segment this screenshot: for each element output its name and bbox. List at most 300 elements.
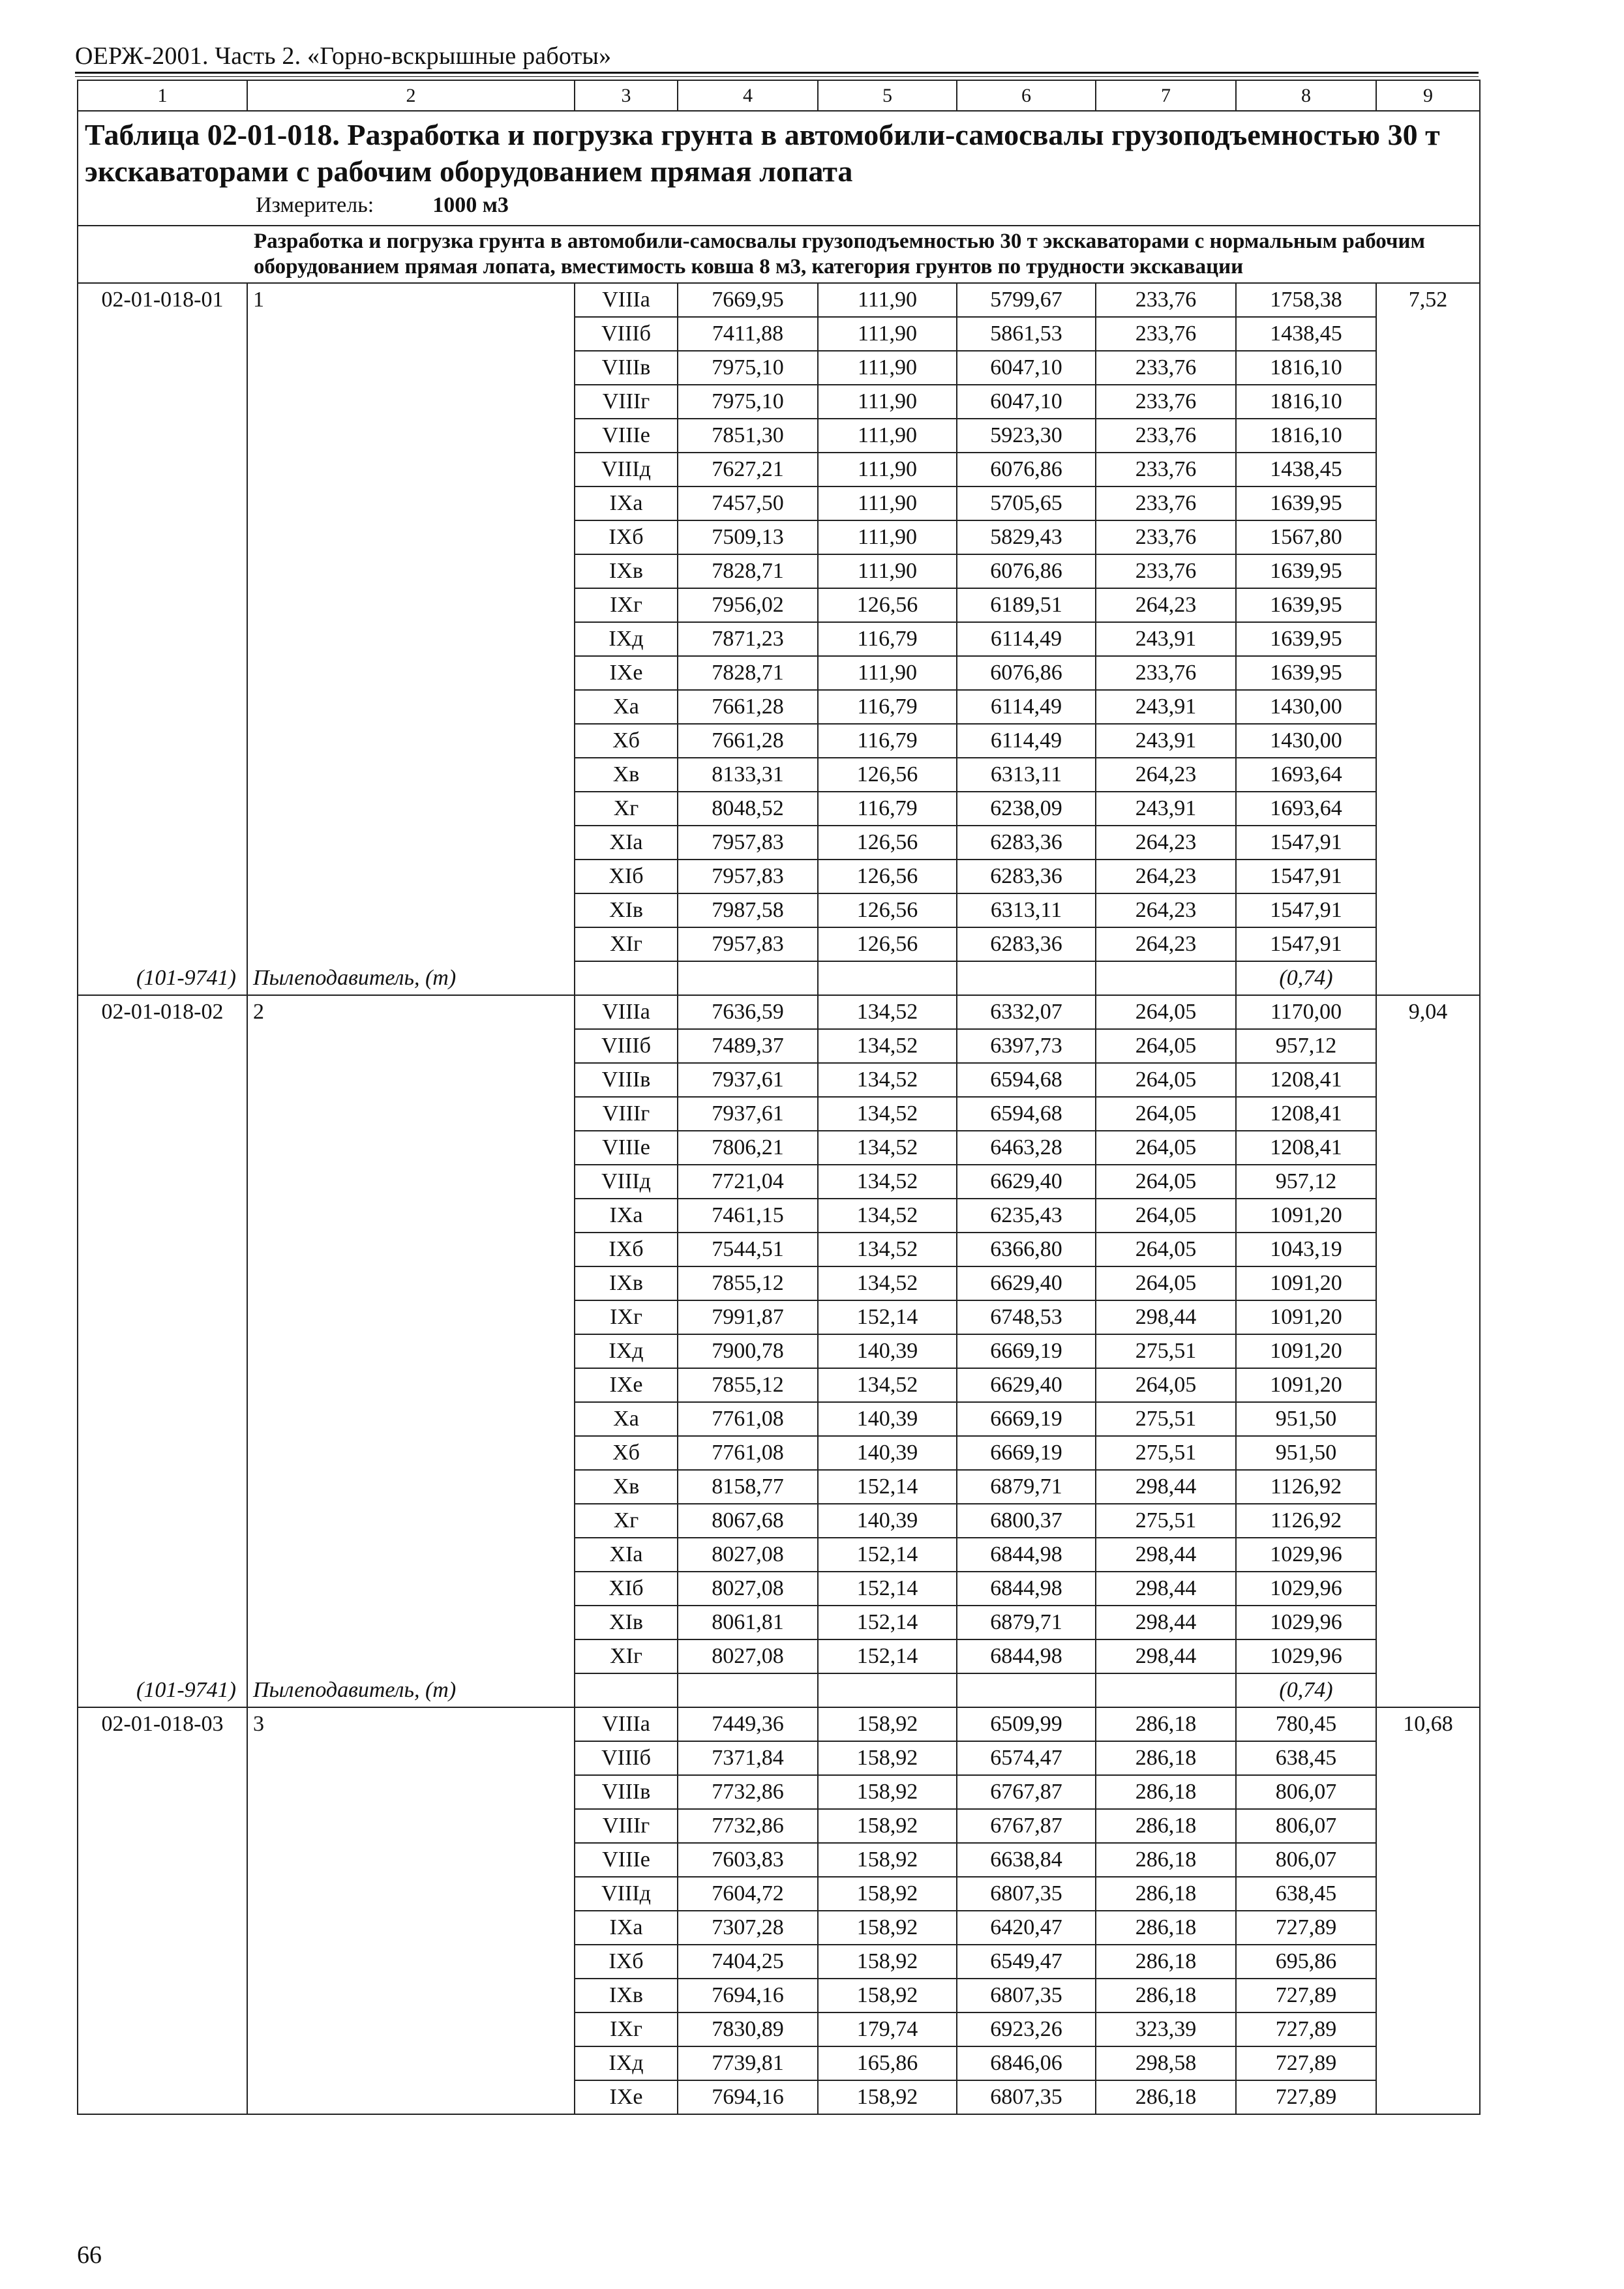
value-cell: 264,05 [1096,1131,1236,1165]
page-number: 66 [77,2241,102,2269]
value-cell: 1043,19 [1236,1233,1376,1266]
value-cell: 8158,77 [678,1470,818,1504]
value-cell: 1639,95 [1236,622,1376,656]
value-cell: 1208,41 [1236,1063,1376,1097]
value-cell: 134,52 [818,1063,957,1097]
col-number: 5 [818,80,957,111]
value-cell: 264,05 [1096,1199,1236,1233]
soil-category: XIг [575,927,678,961]
soil-category: VIIIа [575,283,678,317]
rate-number: 1 [253,288,264,312]
soil-category: XIв [575,893,678,927]
value-cell: 286,18 [1096,1979,1236,2012]
value-cell: 264,23 [1096,860,1236,893]
value-cell: 264,05 [1096,1029,1236,1063]
value-cell: 126,56 [818,893,957,927]
material-category-cell [575,961,678,995]
value-cell: 152,14 [818,1470,957,1504]
value-cell: 6366,80 [957,1233,1096,1266]
table-title-cell [78,111,1480,226]
value-cell: 6846,06 [957,2046,1096,2080]
soil-category: Xв [575,1470,678,1504]
value-cell: 111,90 [818,283,957,317]
soil-category: IXд [575,2046,678,2080]
value-cell: 6767,87 [957,1775,1096,1809]
value-cell: 7669,95 [678,283,818,317]
value-cell: 806,07 [1236,1809,1376,1843]
value-cell: 1567,80 [1236,520,1376,554]
value-cell: 7544,51 [678,1233,818,1266]
soil-category: VIIIа [575,1707,678,1741]
value-cell: 126,56 [818,927,957,961]
value-cell: 286,18 [1096,1843,1236,1877]
value-cell: 7828,71 [678,656,818,690]
value-cell: 6238,09 [957,792,1096,826]
material-code: (101-9741) [136,1678,236,1702]
material-value: (0,74) [1236,961,1376,995]
value-cell: 179,74 [818,2012,957,2046]
col-number: 7 [1096,80,1236,111]
value-cell: 233,76 [1096,351,1236,385]
value-cell: 286,18 [1096,1809,1236,1843]
value-cell: 6669,19 [957,1334,1096,1368]
soil-category: VIIIб [575,317,678,351]
value-cell: 233,76 [1096,554,1236,588]
value-cell: 264,05 [1096,1165,1236,1199]
value-cell: 8027,08 [678,1572,818,1606]
value-cell: 111,90 [818,419,957,453]
rate-number [247,995,575,1707]
value-cell: 140,39 [818,1402,957,1436]
value-cell: 1639,95 [1236,656,1376,690]
value-cell: 243,91 [1096,622,1236,656]
value-cell: 951,50 [1236,1402,1376,1436]
value-cell: 264,23 [1096,758,1236,792]
subheading-row [78,226,1480,283]
value-cell: 126,56 [818,758,957,792]
column-number-row [78,80,1480,111]
value-cell: 298,58 [1096,2046,1236,2080]
value-cell: 6114,49 [957,724,1096,758]
value-cell: 5829,43 [957,520,1096,554]
value-cell: 1091,20 [1236,1334,1376,1368]
value-cell: 7371,84 [678,1741,818,1775]
col-number: 8 [1236,80,1376,111]
rate-code: 02-01-018-03 [78,1707,247,2114]
value-cell: 7694,16 [678,2080,818,2114]
value-cell: 5861,53 [957,317,1096,351]
value-cell: 233,76 [1096,486,1236,520]
value-cell: 7732,86 [678,1809,818,1843]
value-cell: 7987,58 [678,893,818,927]
soil-category: IXе [575,2080,678,2114]
value-cell: 158,92 [818,1741,957,1775]
material-empty [818,961,957,995]
value-cell: 7937,61 [678,1063,818,1097]
value-cell: 1816,10 [1236,419,1376,453]
value-cell: 298,44 [1096,1606,1236,1639]
value-cell: 134,52 [818,1029,957,1063]
value-cell: 134,52 [818,1165,957,1199]
value-cell: 7489,37 [678,1029,818,1063]
rate-code: 02-01-018-01 [101,288,224,312]
value-cell: 6189,51 [957,588,1096,622]
value-cell: 8027,08 [678,1538,818,1572]
value-cell: 6463,28 [957,1131,1096,1165]
value-cell: 1091,20 [1236,1368,1376,1402]
value-cell: 6549,47 [957,1945,1096,1979]
soil-category: VIIIд [575,453,678,486]
value-cell: 158,92 [818,1877,957,1911]
value-cell: 6629,40 [957,1266,1096,1300]
value-cell: 7975,10 [678,351,818,385]
value-cell: 275,51 [1096,1334,1236,1368]
value-cell: 7957,83 [678,927,818,961]
value-cell: 6844,98 [957,1639,1096,1673]
table-title: Таблица 02-01-018. Разработка и погрузка грунта в автомобили-самосвалы грузоподъемностью 30 т экскаваторами с рабочим оборудованием прямая лопата [85,118,1440,188]
value-cell: 286,18 [1096,1945,1236,1979]
value-cell: 233,76 [1096,520,1236,554]
value-cell: 7721,04 [678,1165,818,1199]
value-cell: 1639,95 [1236,486,1376,520]
value-cell: 111,90 [818,554,957,588]
value-cell: 6313,11 [957,893,1096,927]
value-cell: 233,76 [1096,453,1236,486]
value-cell: 140,39 [818,1334,957,1368]
material-empty [678,961,818,995]
value-cell: 6748,53 [957,1300,1096,1334]
value-cell: 323,39 [1096,2012,1236,2046]
value-cell: 264,23 [1096,826,1236,860]
value-cell: 111,90 [818,317,957,351]
value-cell: 111,90 [818,486,957,520]
value-cell: 158,92 [818,1911,957,1945]
value-cell: 111,90 [818,656,957,690]
table-row [78,1707,1480,1741]
value-cell: 8027,08 [678,1639,818,1673]
value-cell: 111,90 [818,453,957,486]
value-cell: 264,05 [1096,1233,1236,1266]
value-cell: 7636,59 [678,995,818,1029]
value-cell: 286,18 [1096,1877,1236,1911]
material-name: Пылеподавитель, (т) [253,1678,457,1702]
value-cell: 6076,86 [957,554,1096,588]
value-cell: 111,90 [818,351,957,385]
soil-category: VIIIа [575,995,678,1029]
value-cell: 264,05 [1096,1063,1236,1097]
col-number: 3 [575,80,678,111]
soil-category: VIIIе [575,419,678,453]
soil-category: VIIIг [575,385,678,419]
value-cell: 8048,52 [678,792,818,826]
value-cell: 243,91 [1096,792,1236,826]
value-cell: 6669,19 [957,1402,1096,1436]
value-cell: 6313,11 [957,758,1096,792]
material-empty [1096,1673,1236,1707]
value-cell: 264,05 [1096,995,1236,1029]
value-cell: 158,92 [818,2080,957,2114]
soil-category: XIв [575,1606,678,1639]
rate-number: 3 [247,1707,575,2114]
value-cell: 275,51 [1096,1436,1236,1470]
soil-category: Xа [575,1402,678,1436]
header-rule [75,72,1479,74]
material-empty [957,1673,1096,1707]
value-cell: 233,76 [1096,656,1236,690]
value-cell: 140,39 [818,1436,957,1470]
value-cell: 264,05 [1096,1266,1236,1300]
value-cell: 5923,30 [957,419,1096,453]
value-cell: 7855,12 [678,1368,818,1402]
soil-category: VIIIе [575,1131,678,1165]
value-cell: 134,52 [818,1266,957,1300]
rates-table [77,80,1481,2115]
value-cell: 298,44 [1096,1538,1236,1572]
value-cell: 7509,13 [678,520,818,554]
soil-category: VIIIв [575,1063,678,1097]
value-cell: 116,79 [818,622,957,656]
value-cell: 152,14 [818,1639,957,1673]
value-cell: 286,18 [1096,1911,1236,1945]
material-empty [1096,961,1236,995]
col-number: 2 [247,80,575,111]
value-cell: 6332,07 [957,995,1096,1029]
value-cell: 7806,21 [678,1131,818,1165]
value-cell: 140,39 [818,1504,957,1538]
value-cell: 126,56 [818,860,957,893]
value-cell: 286,18 [1096,2080,1236,2114]
value-cell: 7851,30 [678,419,818,453]
value-cell: 1170,00 [1236,995,1376,1029]
value-cell: 7761,08 [678,1436,818,1470]
measure-line [85,190,1473,221]
soil-category: IXб [575,1945,678,1979]
value-cell: 6283,36 [957,927,1096,961]
value-cell: 243,91 [1096,724,1236,758]
value-cell: 158,92 [818,1979,957,2012]
value-cell: 233,76 [1096,419,1236,453]
value-cell: 275,51 [1096,1504,1236,1538]
value-cell: 8067,68 [678,1504,818,1538]
value-cell: 134,52 [818,1097,957,1131]
material-name: Пылеподавитель, (т) [253,966,457,990]
soil-category: VIIIе [575,1843,678,1877]
soil-category: Xг [575,1504,678,1538]
soil-category: VIIIв [575,1775,678,1809]
value-cell: 6807,35 [957,2080,1096,2114]
value-cell: 638,45 [1236,1741,1376,1775]
value-cell: 298,44 [1096,1300,1236,1334]
value-cell: 152,14 [818,1606,957,1639]
value-cell: 7900,78 [678,1334,818,1368]
value-cell: 638,45 [1236,1877,1376,1911]
value-cell: 243,91 [1096,690,1236,724]
value-cell: 1091,20 [1236,1300,1376,1334]
soil-category: Xб [575,724,678,758]
value-cell: 6047,10 [957,351,1096,385]
value-cell: 7956,02 [678,588,818,622]
value-cell: 6594,68 [957,1063,1096,1097]
value-cell: 6420,47 [957,1911,1096,1945]
value-cell: 1430,00 [1236,690,1376,724]
value-cell: 7828,71 [678,554,818,588]
value-cell: 152,14 [818,1300,957,1334]
value-cell: 158,92 [818,1707,957,1741]
value-cell: 7404,25 [678,1945,818,1979]
value-cell: 264,23 [1096,588,1236,622]
value-cell: 134,52 [818,1199,957,1233]
value-cell: 1547,91 [1236,860,1376,893]
value-cell: 1758,38 [1236,283,1376,317]
value-cell: 951,50 [1236,1436,1376,1470]
soil-category: Xб [575,1436,678,1470]
value-cell: 6923,26 [957,2012,1096,2046]
value-cell: 727,89 [1236,2046,1376,2080]
value-cell: 8061,81 [678,1606,818,1639]
soil-category: IXб [575,520,678,554]
value-cell: 7604,72 [678,1877,818,1911]
value-cell: 1693,64 [1236,792,1376,826]
subheading: Разработка и погрузка грунта в автомобили-самосвалы грузоподъемностью 30 т экскаваторами с нормальным рабочим оборудованием прямая лопата, вместимость ковша 8 м3, категория грунтов по трудности экскавации [247,226,1480,283]
soil-category: VIIIг [575,1809,678,1843]
value-cell: 116,79 [818,690,957,724]
header-rule-thin [75,76,1479,77]
table-row [78,283,1480,317]
labor-value: 7,52 [1376,283,1480,995]
value-cell: 7739,81 [678,2046,818,2080]
soil-category: VIIIв [575,351,678,385]
value-cell: 1816,10 [1236,385,1376,419]
soil-category: VIIIб [575,1029,678,1063]
soil-category: XIа [575,826,678,860]
value-cell: 6800,37 [957,1504,1096,1538]
value-cell: 1547,91 [1236,826,1376,860]
value-cell: 727,89 [1236,1979,1376,2012]
soil-category: IXа [575,1911,678,1945]
material-code: (101-9741) [136,966,236,990]
value-cell: 116,79 [818,792,957,826]
value-cell: 7937,61 [678,1097,818,1131]
value-cell: 1091,20 [1236,1199,1376,1233]
value-cell: 152,14 [818,1538,957,1572]
value-cell: 6076,86 [957,453,1096,486]
col-number: 4 [678,80,818,111]
col-number: 9 [1376,80,1480,111]
value-cell: 695,86 [1236,1945,1376,1979]
value-cell: 152,14 [818,1572,957,1606]
value-cell: 134,52 [818,1368,957,1402]
value-cell: 286,18 [1096,1741,1236,1775]
value-cell: 1639,95 [1236,554,1376,588]
value-cell: 6114,49 [957,622,1096,656]
value-cell: 111,90 [818,520,957,554]
value-cell: 264,05 [1096,1097,1236,1131]
value-cell: 957,12 [1236,1165,1376,1199]
material-category-cell [575,1673,678,1707]
value-cell: 286,18 [1096,1707,1236,1741]
value-cell: 6047,10 [957,385,1096,419]
value-cell: 1029,96 [1236,1639,1376,1673]
value-cell: 233,76 [1096,283,1236,317]
value-cell: 1639,95 [1236,588,1376,622]
value-cell: 7449,36 [678,1707,818,1741]
value-cell: 126,56 [818,826,957,860]
value-cell: 264,23 [1096,927,1236,961]
value-cell: 6807,35 [957,1877,1096,1911]
value-cell: 1029,96 [1236,1606,1376,1639]
soil-category: IXг [575,588,678,622]
soil-category: XIг [575,1639,678,1673]
value-cell: 7411,88 [678,317,818,351]
soil-category: VIIIд [575,1877,678,1911]
value-cell: 7694,16 [678,1979,818,2012]
value-cell: 5705,65 [957,486,1096,520]
value-cell: 7991,87 [678,1300,818,1334]
material-empty [818,1673,957,1707]
soil-category: XIб [575,1572,678,1606]
value-cell: 6594,68 [957,1097,1096,1131]
rate-code [78,995,247,1707]
value-cell: 233,76 [1096,317,1236,351]
value-cell: 7830,89 [678,2012,818,2046]
value-cell: 1126,92 [1236,1504,1376,1538]
soil-category: VIIIб [575,1741,678,1775]
value-cell: 806,07 [1236,1843,1376,1877]
value-cell: 298,44 [1096,1639,1236,1673]
value-cell: 6397,73 [957,1029,1096,1063]
value-cell: 233,76 [1096,385,1236,419]
value-cell: 6669,19 [957,1436,1096,1470]
value-cell: 7957,83 [678,826,818,860]
value-cell: 116,79 [818,724,957,758]
soil-category: IXг [575,1300,678,1334]
value-cell: 286,18 [1096,1775,1236,1809]
soil-category: Xг [575,792,678,826]
labor-value: 10,68 [1376,1707,1480,2114]
soil-category: IXв [575,1266,678,1300]
measure-value: 1000 м3 [432,193,509,217]
soil-category: IXа [575,486,678,520]
value-cell: 6844,98 [957,1572,1096,1606]
value-cell: 6076,86 [957,656,1096,690]
value-cell: 1438,45 [1236,453,1376,486]
soil-category: VIIIд [575,1165,678,1199]
value-cell: 1091,20 [1236,1266,1376,1300]
soil-category: Xа [575,690,678,724]
value-cell: 1547,91 [1236,893,1376,927]
soil-category: IXв [575,554,678,588]
value-cell: 264,23 [1096,893,1236,927]
value-cell: 7761,08 [678,1402,818,1436]
value-cell: 6879,71 [957,1470,1096,1504]
measure-label: Измеритель: [256,193,374,217]
value-cell: 6509,99 [957,1707,1096,1741]
value-cell: 6114,49 [957,690,1096,724]
soil-category: XIб [575,860,678,893]
value-cell: 1029,96 [1236,1572,1376,1606]
value-cell: 6283,36 [957,860,1096,893]
material-empty [678,1673,818,1707]
col-number: 6 [957,80,1096,111]
material-value: (0,74) [1236,1673,1376,1707]
value-cell: 957,12 [1236,1029,1376,1063]
value-cell: 1430,00 [1236,724,1376,758]
value-cell: 298,44 [1096,1470,1236,1504]
value-cell: 158,92 [818,1843,957,1877]
value-cell: 1547,91 [1236,927,1376,961]
soil-category: Xв [575,758,678,792]
value-cell: 158,92 [818,1945,957,1979]
